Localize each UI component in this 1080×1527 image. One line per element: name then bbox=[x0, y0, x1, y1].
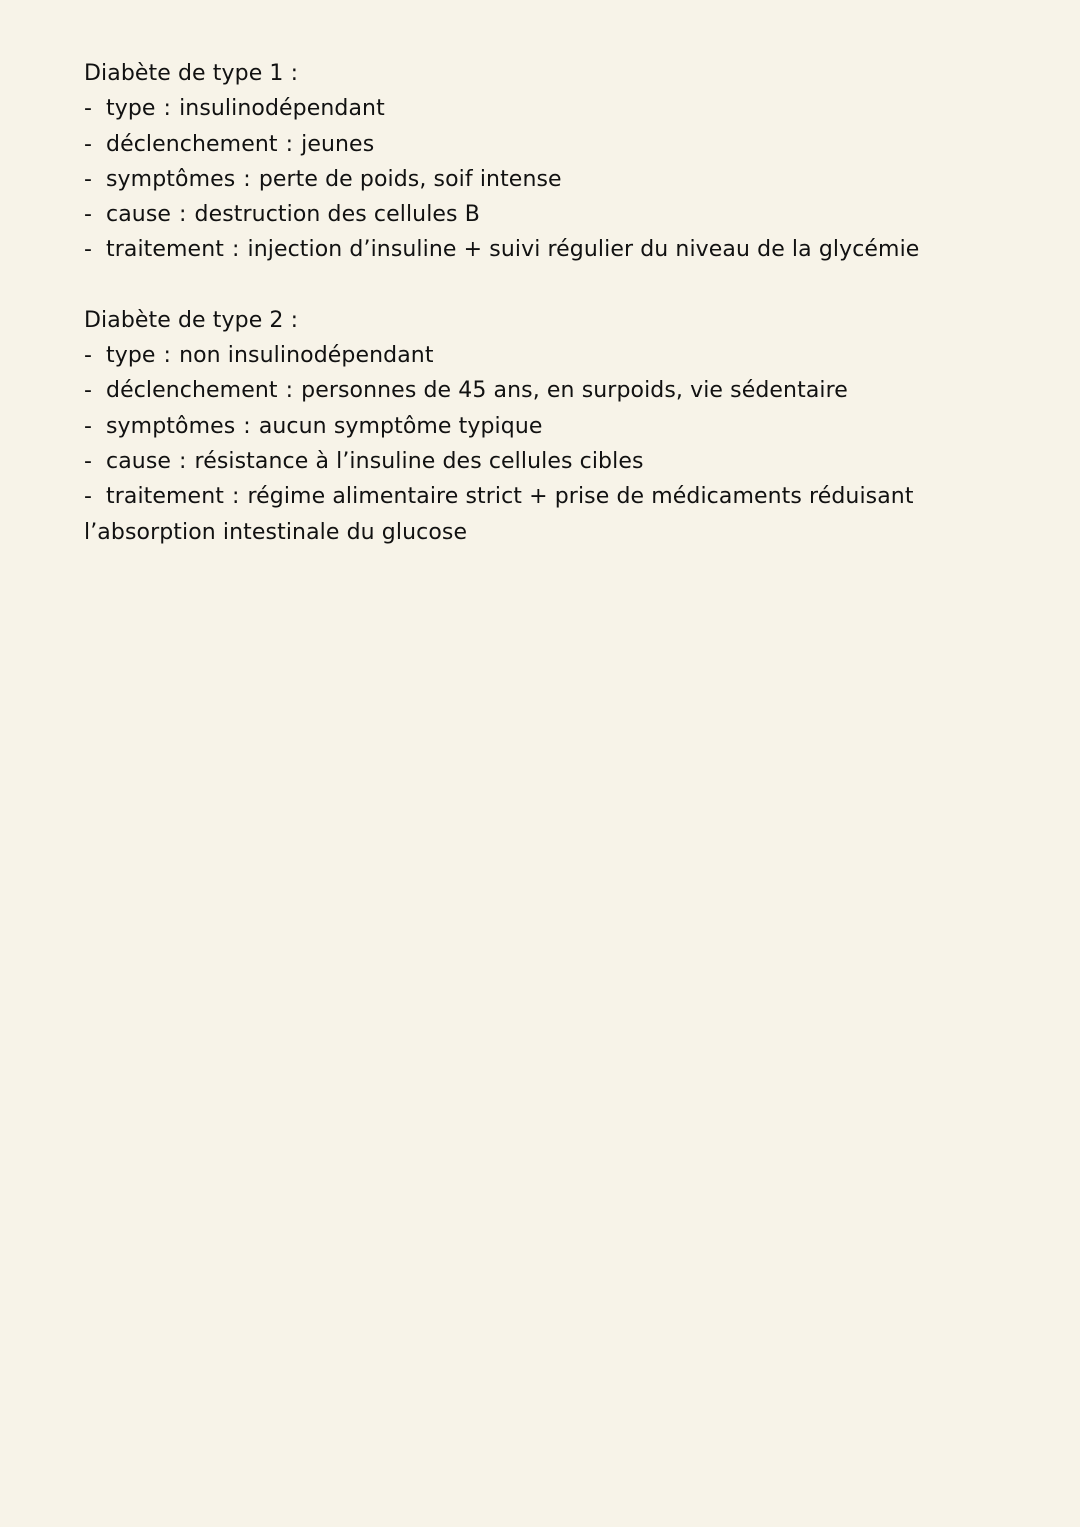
item-key: cause bbox=[106, 202, 172, 228]
item-value: jeunes bbox=[301, 131, 375, 157]
list-item bbox=[84, 409, 1044, 444]
list-item bbox=[84, 91, 1044, 126]
item-value: insulinodépendant bbox=[179, 96, 385, 122]
item-separator: : bbox=[179, 448, 187, 474]
item-key: symptômes bbox=[106, 166, 236, 192]
list-item bbox=[84, 373, 1044, 408]
item-separator: : bbox=[163, 343, 172, 369]
item-value: aucun symptôme typique bbox=[258, 413, 543, 439]
dash-marker: - bbox=[84, 131, 93, 157]
document-page bbox=[84, 56, 1044, 550]
item-separator: : bbox=[243, 413, 251, 439]
item-key: cause bbox=[106, 448, 172, 474]
dash-marker: - bbox=[84, 378, 93, 404]
list-item bbox=[84, 127, 1044, 162]
list-item bbox=[84, 338, 1044, 373]
list-item bbox=[84, 197, 1044, 232]
list-item bbox=[84, 479, 1044, 514]
item-value: injection d’insuline + suivi régulier du niveau de la glycémie bbox=[247, 237, 920, 263]
item-value: résistance à l’insuline des cellules cibles bbox=[194, 448, 644, 474]
item-key: déclenchement bbox=[106, 378, 278, 404]
item-value: destruction des cellules B bbox=[194, 202, 480, 228]
item-key: type bbox=[106, 343, 156, 369]
section-title: Diabète de type 2 : bbox=[84, 307, 299, 333]
dash-marker: - bbox=[84, 448, 93, 474]
item-key: traitement bbox=[106, 237, 224, 263]
item-value: perte de poids, soif intense bbox=[258, 166, 562, 192]
item-separator: : bbox=[285, 131, 294, 157]
item-key: symptômes bbox=[106, 413, 236, 439]
item-value: non insulinodépendant bbox=[179, 343, 434, 369]
continuation-line: l’absorption intestinale du glucose bbox=[84, 519, 468, 545]
list-item bbox=[84, 232, 1044, 267]
item-key: traitement bbox=[106, 484, 224, 510]
list-item bbox=[84, 444, 1044, 479]
dash-marker: - bbox=[84, 237, 93, 263]
item-separator: : bbox=[231, 484, 240, 510]
dash-marker: - bbox=[84, 484, 93, 510]
item-separator: : bbox=[243, 166, 251, 192]
dash-marker: - bbox=[84, 166, 93, 192]
item-value: régime alimentaire strict + prise de médicaments réduisant bbox=[247, 484, 914, 510]
dash-marker: - bbox=[84, 202, 93, 228]
diabetes-type-2-section bbox=[84, 303, 1044, 550]
dash-marker: - bbox=[84, 413, 93, 439]
item-key: déclenchement bbox=[106, 131, 278, 157]
item-separator: : bbox=[231, 237, 240, 263]
item-value: personnes de 45 ans, en surpoids, vie sédentaire bbox=[301, 378, 848, 404]
dash-marker: - bbox=[84, 96, 93, 122]
diabetes-type-1-section bbox=[84, 56, 1044, 268]
item-separator: : bbox=[285, 378, 294, 404]
item-separator: : bbox=[179, 202, 187, 228]
section-title: Diabète de type 1 : bbox=[84, 61, 299, 86]
item-separator: : bbox=[163, 96, 172, 122]
dash-marker: - bbox=[84, 343, 93, 369]
item-key: type bbox=[106, 96, 156, 122]
list-item bbox=[84, 162, 1044, 197]
